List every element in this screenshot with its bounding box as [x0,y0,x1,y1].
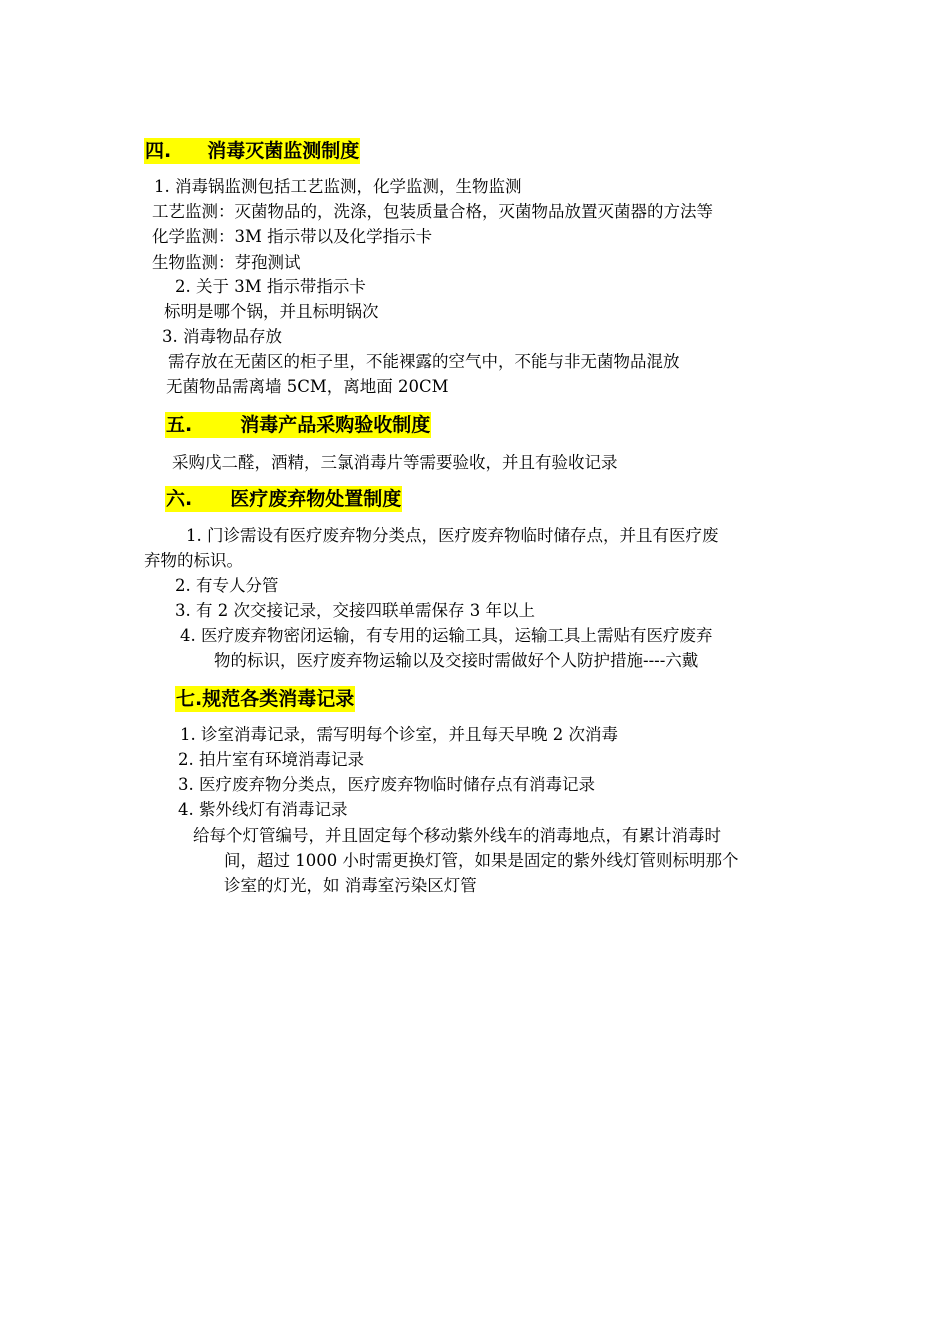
text-line: 1. 诊室消毒记录，需写明每个诊室，并且每天早晚 2 次消毒 [180,725,618,744]
text-line: 物的标识，医疗废弃物运输以及交接时需做好个人防护措施----六戴 [214,651,699,670]
text-line: 化学监测：3M 指示带以及化学指示卡 [152,227,433,246]
section-number: 四. [145,140,172,162]
text-line: 2. 有专人分管 [175,576,279,595]
text-line: 给每个灯管编号，并且固定每个移动紫外线车的消毒地点，有累计消毒时 [193,826,721,845]
section-title: 消毒产品采购验收制度 [240,414,431,436]
text-line: 2. 拍片室有环境消毒记录 [178,750,364,769]
section-title: 医疗废弃物处置制度 [230,488,402,510]
text-line: 2. 关于 3M 指示带指示卡 [175,277,366,296]
text-line: 无菌物品需离墙 5CM，离地面 20CM [166,377,449,396]
text-line: 弃物的标识。 [144,551,243,570]
section-title: 规范各类消毒记录 [202,688,355,710]
text-line: 3. 医疗废弃物分类点，医疗废弃物临时储存点有消毒记录 [178,775,595,794]
section-heading-6 [165,486,402,512]
text-line: 4. 医疗废弃物密闭运输，有专用的运输工具，运输工具上需贴有医疗废弃 [180,626,713,645]
section-number: 七. [176,688,203,710]
text-line: 工艺监测：灭菌物品的，洗涤，包装质量合格，灭菌物品放置灭菌器的方法等 [152,202,713,221]
text-line: 诊室的灯光，如 消毒室污染区灯管 [224,876,477,895]
text-line: 3. 有 2 次交接记录，交接四联单需保存 3 年以上 [175,601,535,620]
text-line: 标明是哪个锅，并且标明锅次 [164,302,379,321]
section-number: 五. [166,414,193,436]
text-line: 采购戊二醛，酒精，三氯消毒片等需要验收，并且有验收记录 [172,453,618,472]
text-line: 生物监测：芽孢测试 [152,253,301,272]
text-line: 间，超过 1000 小时需更换灯管，如果是固定的紫外线灯管则标明那个 [224,851,739,870]
text-line: 1. 门诊需设有医疗废弃物分类点，医疗废弃物临时储存点，并且有医疗废 [186,526,719,545]
section-heading-5 [165,412,431,438]
section-heading-7 [175,686,355,712]
text-line: 4. 紫外线灯有消毒记录 [178,800,348,819]
text-line: 3. 消毒物品存放 [162,327,282,346]
section-title: 消毒灭菌监测制度 [207,140,360,162]
text-line: 1. 消毒锅监测包括工艺监测，化学监测，生物监测 [154,177,522,196]
text-line: 需存放在无菌区的柜子里，不能裸露的空气中，不能与非无菌物品混放 [168,352,680,371]
section-number: 六. [166,488,193,510]
section-heading-4 [144,138,360,164]
